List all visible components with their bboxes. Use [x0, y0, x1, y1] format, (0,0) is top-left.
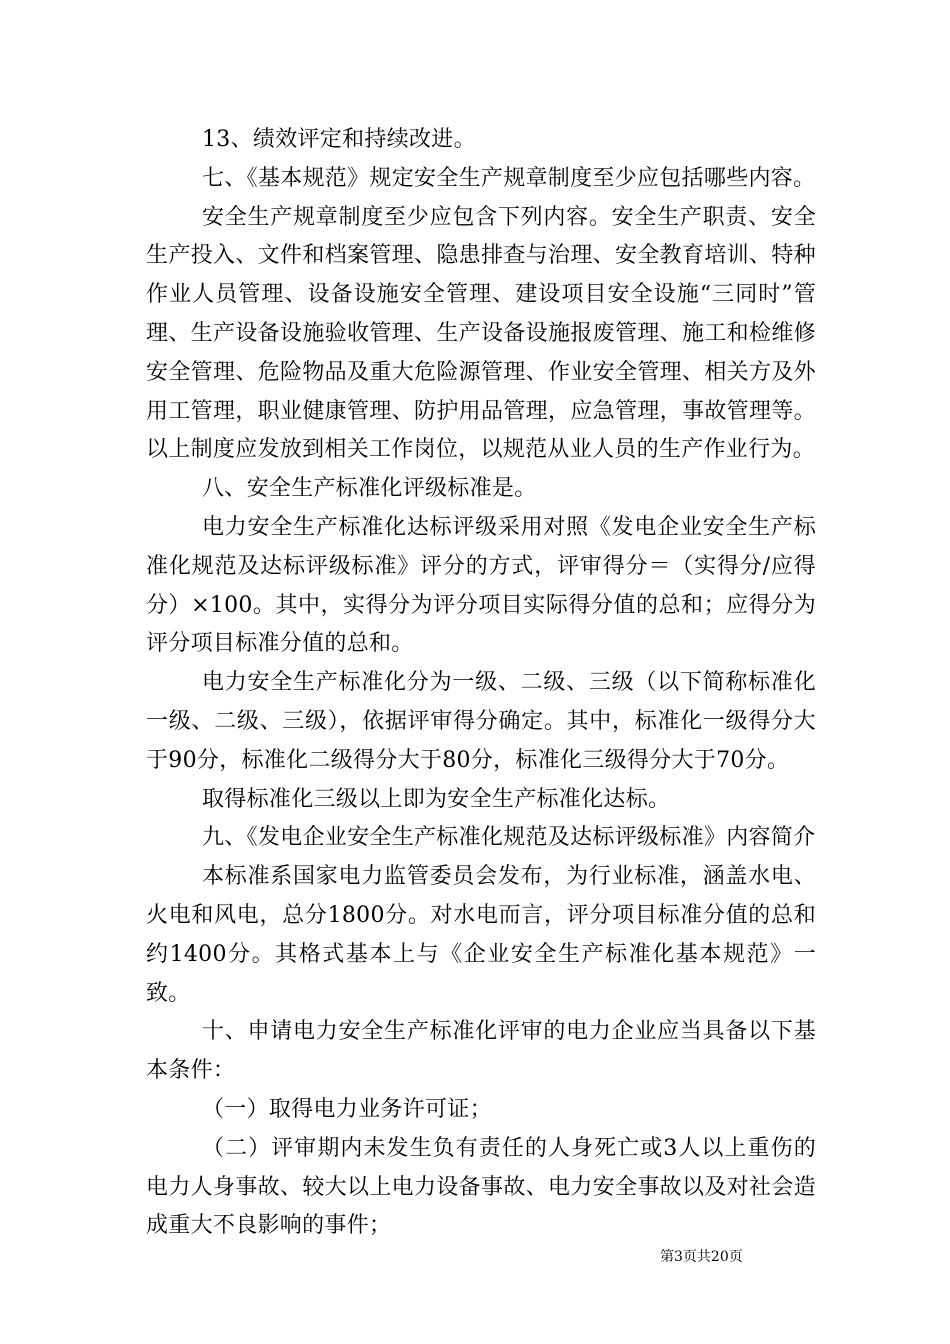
page-number-footer: 第3页共20页 [660, 1249, 743, 1265]
paragraph-rules-content: 安全生产规章制度至少应包含下列内容。安全生产职责、安全生产投入、文件和档案管理、隐患排查与治理、安全教育培训、特种作业人员管理、设备设施安全管理、建设项目安全设施“三同时”管理、生产设备设施验收管理、生产设备设施报废管理、施工和检维修安全管理、危险物品及重大危险源管理、作业安全管理、相关方及外用工管理，职业健康管理、防护用品管理，应急管理，事故管理等。以上制度应发放到相关工作岗位，以规范从业人员的生产作业行为。 [146, 204, 816, 463]
section-heading-7: 七、《基本规范》规定安全生产规章制度至少应包括哪些内容。 [202, 165, 816, 191]
paragraph-item-13: 13、绩效评定和持续改进。 [202, 127, 476, 152]
document-body [146, 121, 816, 1246]
paragraph-scoring-method: 电力安全生产标准化达标评级采用对照《发电企业安全生产标准化规范及达标评级标准》评分的方式，评审得分＝（实得分/应得分）×100。其中，实得分为评分项目实际得分值的总和；应得分为评分项目标准分值的总和。 [146, 514, 816, 657]
section-heading-10: 十、申请电力安全生产标准化评审的电力企业应当具备以下基本条件： [146, 1019, 816, 1084]
condition-item-2: （二）评审期内未发生负有责任的人身死亡或3人以上重伤的电力人身事故、较大以上电力设备事故、电力安全事故以及对社会造成重大不良影响的事件； [146, 1135, 816, 1239]
paragraph-standard-intro: 本标准系国家电力监管委员会发布，为行业标准，涵盖水电、火电和风电，总分1800分。对水电而言，评分项目标准分值的总和约1400分。其格式基本上与《企业安全生产标准化基本规范》一致。 [146, 864, 816, 1006]
section-heading-9: 九、《发电企业安全生产标准化规范及达标评级标准》内容简介 [202, 825, 816, 851]
condition-item-1: （一）取得电力业务许可证； [202, 1096, 492, 1122]
section-heading-8: 八、安全生产标准化评级标准是。 [202, 476, 537, 502]
paragraph-compliance: 取得标准化三级以上即为安全生产标准化达标。 [202, 786, 671, 812]
paragraph-grade-levels: 电力安全生产标准化分为一级、二级、三级（以下简称标准化一级、二级、三级），依据评审得分确定。其中，标准化一级得分大于90分，标准化二级得分大于80分，标准化三级得分大于70分。 [146, 670, 816, 773]
